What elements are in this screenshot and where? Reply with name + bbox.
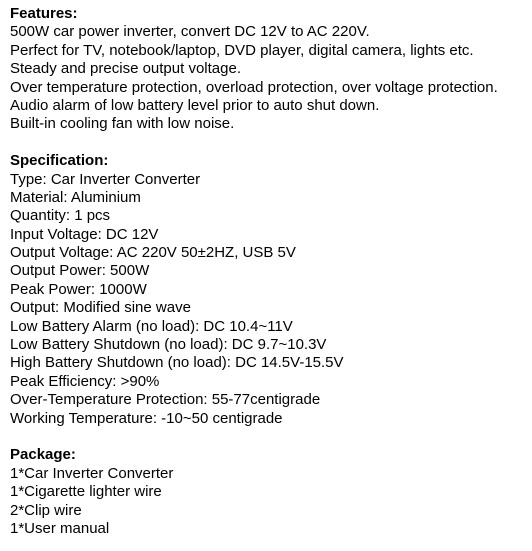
spec-item: Input Voltage: DC 12V [10, 225, 159, 243]
features-heading: Features: [10, 5, 78, 22]
spec-item: Low Battery Shutdown (no load): DC 9.7~10.3V [10, 336, 327, 354]
feature-item: Over temperature protection, overload protection, over voltage protection. [10, 78, 498, 96]
spec-item: Peak Efficiency: >90% [10, 372, 160, 390]
package-heading: Package: [10, 446, 76, 464]
spec-item: Output Voltage: AC 220V 50±2HZ, USB 5V [10, 244, 296, 262]
spec-item: Working Temperature: -10~50 centigrade [10, 409, 283, 427]
spec-item: Over-Temperature Protection: 55-77centigrade [10, 391, 321, 409]
product-description [10, 5, 530, 538]
feature-item: Perfect for TV, notebook/laptop, DVD player, digital camera, lights etc. [10, 41, 474, 59]
spec-item: Quantity: 1 pcs [10, 207, 111, 225]
spec-item: Output: Modified sine wave [10, 299, 191, 317]
spec-item: Peak Power: 1000W [10, 280, 147, 298]
feature-item: Built-in cooling fan with low noise. [10, 115, 235, 133]
package-item: 1*Car Inverter Converter [10, 464, 174, 482]
package-item: 1*Cigarette lighter wire [10, 483, 162, 501]
package-item: 2*Clip wire [10, 501, 82, 519]
specification-section [10, 152, 530, 428]
package-section [10, 446, 530, 538]
features-section [10, 5, 530, 134]
spec-item: Material: Aluminium [10, 188, 141, 206]
section-spacer [10, 134, 530, 152]
feature-item: Audio alarm of low battery level prior to auto shut down. [10, 96, 380, 114]
feature-item: Steady and precise output voltage. [10, 60, 241, 78]
spec-item: Type: Car Inverter Converter [10, 170, 201, 188]
spec-item: Low Battery Alarm (no load): DC 10.4~11V [10, 317, 293, 335]
feature-item: 500W car power inverter, convert DC 12V to AC 220V. [10, 23, 370, 41]
package-item: 1*User manual [10, 519, 110, 537]
specification-heading: Specification: [10, 152, 109, 170]
section-spacer [10, 428, 530, 446]
spec-item: High Battery Shutdown (no load): DC 14.5V-15.5V [10, 354, 344, 372]
spec-item: Output Power: 500W [10, 262, 150, 280]
